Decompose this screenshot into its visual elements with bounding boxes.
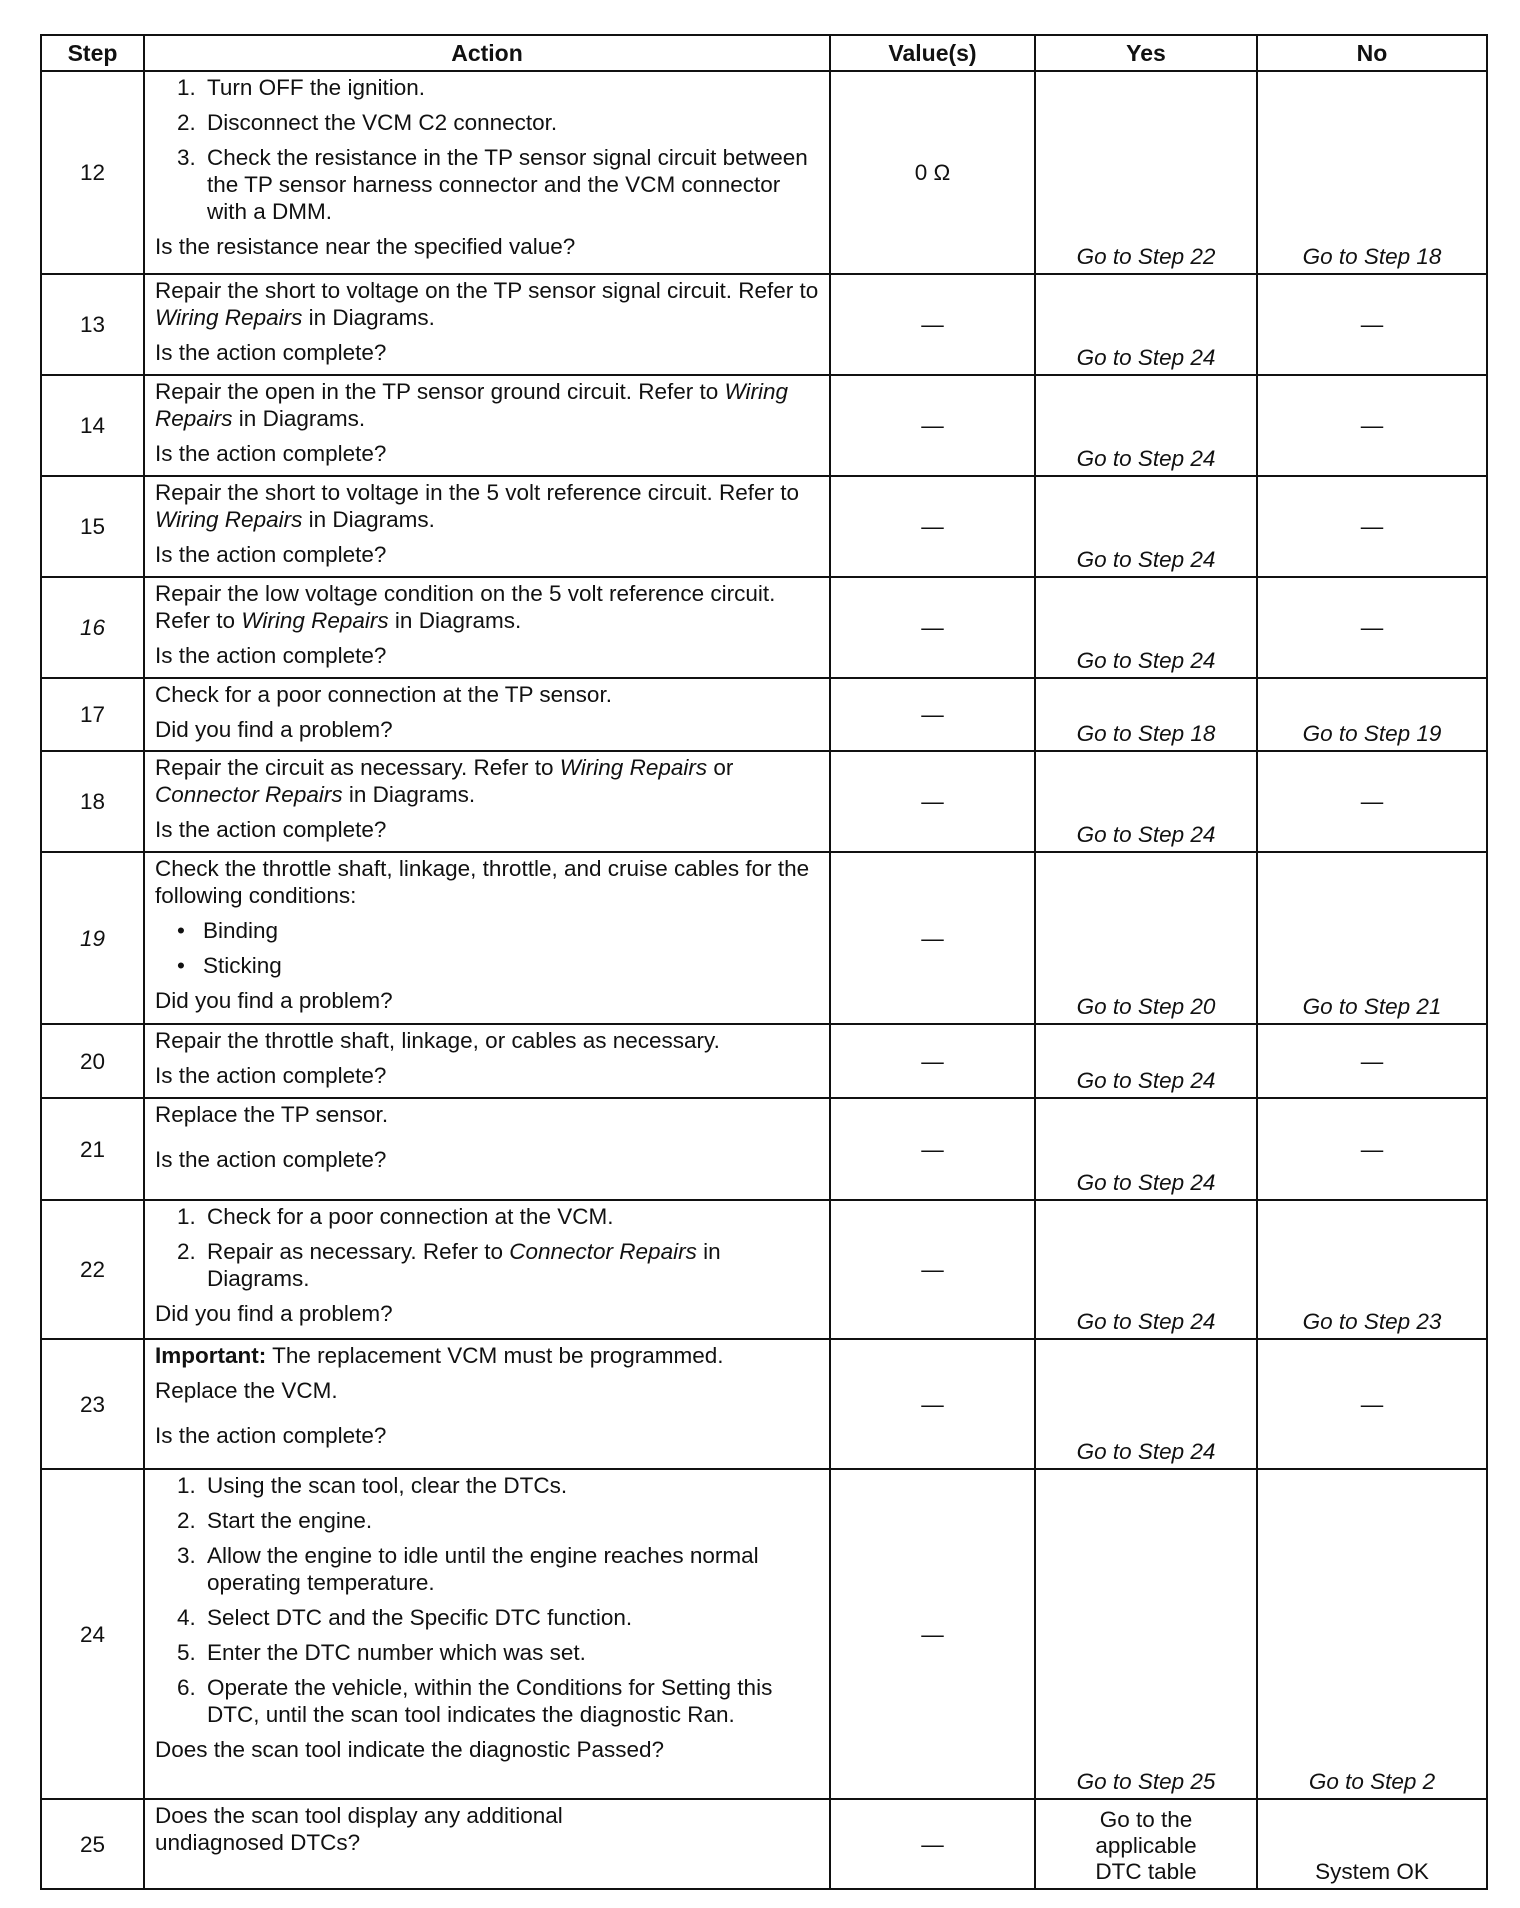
- action-question: Is the action complete?: [155, 441, 387, 466]
- action-cell: [144, 852, 830, 1024]
- list-item: 1. Check for a poor connection at the VCM.: [177, 1204, 614, 1229]
- yes-cell: Go to Step 25: [1035, 1469, 1257, 1799]
- action-cell: [144, 577, 830, 678]
- list-item: 4. Select DTC and the Specific DTC function.: [177, 1605, 633, 1630]
- action-text: Repair the open in the TP sensor ground circuit. Refer to Wiring Repairs in Diagrams.: [155, 379, 789, 431]
- action-question: Is the action complete?: [155, 542, 387, 567]
- no-cell: —: [1257, 751, 1487, 852]
- list-item: 1. Using the scan tool, clear the DTCs.: [177, 1473, 568, 1498]
- action-question: Did you find a problem?: [155, 717, 393, 742]
- no-cell: Go to Step 19: [1257, 678, 1487, 751]
- action-question: Does the scan tool display any additional undiagnosed DTCs?: [155, 1803, 563, 1855]
- yes-cell: Go to Step 22: [1035, 71, 1257, 274]
- diagnostic-table-page: [40, 34, 1486, 1890]
- table-row-step-13: [41, 274, 1487, 375]
- value-cell: —: [830, 375, 1035, 476]
- no-cell: —: [1257, 1024, 1487, 1098]
- table-row-step-14: [41, 375, 1487, 476]
- important-note: Important: The replacement VCM must be programmed.: [155, 1343, 724, 1368]
- action-text: Replace the VCM.: [155, 1378, 338, 1403]
- step-number: 20: [41, 1024, 144, 1098]
- list-item: 2. Disconnect the VCM C2 connector.: [177, 110, 558, 135]
- list-item: 6. Operate the vehicle, within the Conditions for Setting this DTC, until the scan tool indicates the diagnostic Ran.: [177, 1675, 773, 1727]
- action-text: Repair the throttle shaft, linkage, or cables as necessary.: [155, 1028, 720, 1053]
- action-cell: [144, 1024, 830, 1098]
- yes-cell: Go to Step 24: [1035, 476, 1257, 577]
- step-number: 23: [41, 1339, 144, 1469]
- table-row-step-19: [41, 852, 1487, 1024]
- yes-cell: Go to Step 24: [1035, 375, 1257, 476]
- list-item: • Sticking: [177, 953, 282, 978]
- no-cell: —: [1257, 1339, 1487, 1469]
- list-item: 2. Start the engine.: [177, 1508, 373, 1533]
- action-question: Is the action complete?: [155, 1063, 387, 1088]
- step-number: 16: [41, 577, 144, 678]
- action-cell: [144, 1469, 830, 1799]
- value-cell: 0 Ω: [830, 71, 1035, 274]
- value-cell: —: [830, 1024, 1035, 1098]
- no-cell: Go to Step 21: [1257, 852, 1487, 1024]
- no-cell: System OK: [1257, 1799, 1487, 1889]
- step-number: 18: [41, 751, 144, 852]
- step-number: 15: [41, 476, 144, 577]
- table-row-step-23: [41, 1339, 1487, 1469]
- step-number: 25: [41, 1799, 144, 1889]
- step-number: 12: [41, 71, 144, 274]
- list-item: 5. Enter the DTC number which was set.: [177, 1640, 586, 1665]
- action-question: Does the scan tool indicate the diagnostic Passed?: [155, 1737, 665, 1762]
- action-cell: [144, 375, 830, 476]
- value-cell: —: [830, 1469, 1035, 1799]
- table-row-step-21: [41, 1098, 1487, 1200]
- list-item: 3. Check the resistance in the TP sensor signal circuit between the TP sensor harness connector and the VCM connector with a DMM.: [177, 145, 808, 224]
- step-number: 21: [41, 1098, 144, 1200]
- header-values: Value(s): [830, 35, 1035, 71]
- yes-cell: Go to the applicable DTC table: [1035, 1799, 1257, 1889]
- table-row-step-25: [41, 1799, 1487, 1889]
- value-cell: —: [830, 751, 1035, 852]
- yes-cell: Go to Step 24: [1035, 1200, 1257, 1339]
- action-text: Repair the short to voltage in the 5 volt reference circuit. Refer to Wiring Repairs in Diagrams.: [155, 480, 800, 532]
- no-cell: Go to Step 18: [1257, 71, 1487, 274]
- value-cell: —: [830, 1098, 1035, 1200]
- action-question: Is the action complete?: [155, 340, 387, 365]
- value-cell: —: [830, 274, 1035, 375]
- action-question: Is the resistance near the specified value?: [155, 234, 576, 259]
- no-cell: Go to Step 2: [1257, 1469, 1487, 1799]
- value-cell: —: [830, 678, 1035, 751]
- list-item: • Binding: [177, 918, 279, 943]
- value-cell: —: [830, 1200, 1035, 1339]
- yes-cell: Go to Step 24: [1035, 1339, 1257, 1469]
- no-cell: —: [1257, 274, 1487, 375]
- action-cell: [144, 1098, 830, 1200]
- yes-cell: Go to Step 24: [1035, 577, 1257, 678]
- action-text: Check for a poor connection at the TP sensor.: [155, 682, 612, 707]
- table-row-step-16: [41, 577, 1487, 678]
- action-cell: [144, 1200, 830, 1339]
- step-number: 17: [41, 678, 144, 751]
- action-cell: [144, 678, 830, 751]
- list-item: 2. Repair as necessary. Refer to Connector Repairs in Diagrams.: [177, 1239, 721, 1291]
- table-row-step-20: [41, 1024, 1487, 1098]
- header-row: [41, 35, 1487, 71]
- header-no: No: [1257, 35, 1487, 71]
- table-row-step-12: [41, 71, 1487, 274]
- action-cell: [144, 71, 830, 274]
- no-cell: Go to Step 23: [1257, 1200, 1487, 1339]
- action-cell: [144, 1339, 830, 1469]
- yes-cell: Go to Step 20: [1035, 852, 1257, 1024]
- no-cell: —: [1257, 476, 1487, 577]
- action-question: Did you find a problem?: [155, 1301, 393, 1326]
- action-cell: [144, 476, 830, 577]
- table-row-step-17: [41, 678, 1487, 751]
- step-number: 19: [41, 852, 144, 1024]
- step-number: 14: [41, 375, 144, 476]
- yes-cell: Go to Step 24: [1035, 751, 1257, 852]
- action-question: Is the action complete?: [155, 1423, 387, 1448]
- header-yes: Yes: [1035, 35, 1257, 71]
- table-row-step-18: [41, 751, 1487, 852]
- list-item: 3. Allow the engine to idle until the engine reaches normal operating temperature.: [177, 1543, 759, 1595]
- step-number: 24: [41, 1469, 144, 1799]
- action-text: Repair the low voltage condition on the 5 volt reference circuit. Refer to Wiring Repairs in Diagrams.: [155, 581, 776, 633]
- header-action: Action: [144, 35, 830, 71]
- value-cell: —: [830, 852, 1035, 1024]
- table-row-step-22: [41, 1200, 1487, 1339]
- table-row-step-24: [41, 1469, 1487, 1799]
- diagnostic-table: [40, 34, 1488, 1890]
- value-cell: —: [830, 577, 1035, 678]
- yes-cell: Go to Step 24: [1035, 274, 1257, 375]
- step-number: 13: [41, 274, 144, 375]
- header-step: Step: [41, 35, 144, 71]
- value-cell: —: [830, 1799, 1035, 1889]
- list-item: 1. Turn OFF the ignition.: [177, 75, 426, 100]
- no-cell: —: [1257, 577, 1487, 678]
- step-number: 22: [41, 1200, 144, 1339]
- yes-cell: Go to Step 24: [1035, 1024, 1257, 1098]
- action-question: Did you find a problem?: [155, 988, 393, 1013]
- action-cell: [144, 274, 830, 375]
- action-cell: [144, 751, 830, 852]
- no-cell: —: [1257, 1098, 1487, 1200]
- table-row-step-15: [41, 476, 1487, 577]
- yes-cell: Go to Step 18: [1035, 678, 1257, 751]
- action-text: Repair the short to voltage on the TP sensor signal circuit. Refer to Wiring Repairs in Diagrams.: [155, 278, 819, 330]
- action-text: Check the throttle shaft, linkage, throttle, and cruise cables for the following conditions:: [155, 856, 810, 908]
- value-cell: —: [830, 476, 1035, 577]
- action-question: Is the action complete?: [155, 817, 387, 842]
- yes-cell: Go to Step 24: [1035, 1098, 1257, 1200]
- action-text: Replace the TP sensor.: [155, 1102, 389, 1127]
- action-question: Is the action complete?: [155, 1147, 387, 1172]
- value-cell: —: [830, 1339, 1035, 1469]
- action-cell: [144, 1799, 830, 1889]
- action-text: Repair the circuit as necessary. Refer to Wiring Repairs or Connector Repairs in Diagrams.: [155, 755, 734, 807]
- no-cell: —: [1257, 375, 1487, 476]
- action-question: Is the action complete?: [155, 643, 387, 668]
